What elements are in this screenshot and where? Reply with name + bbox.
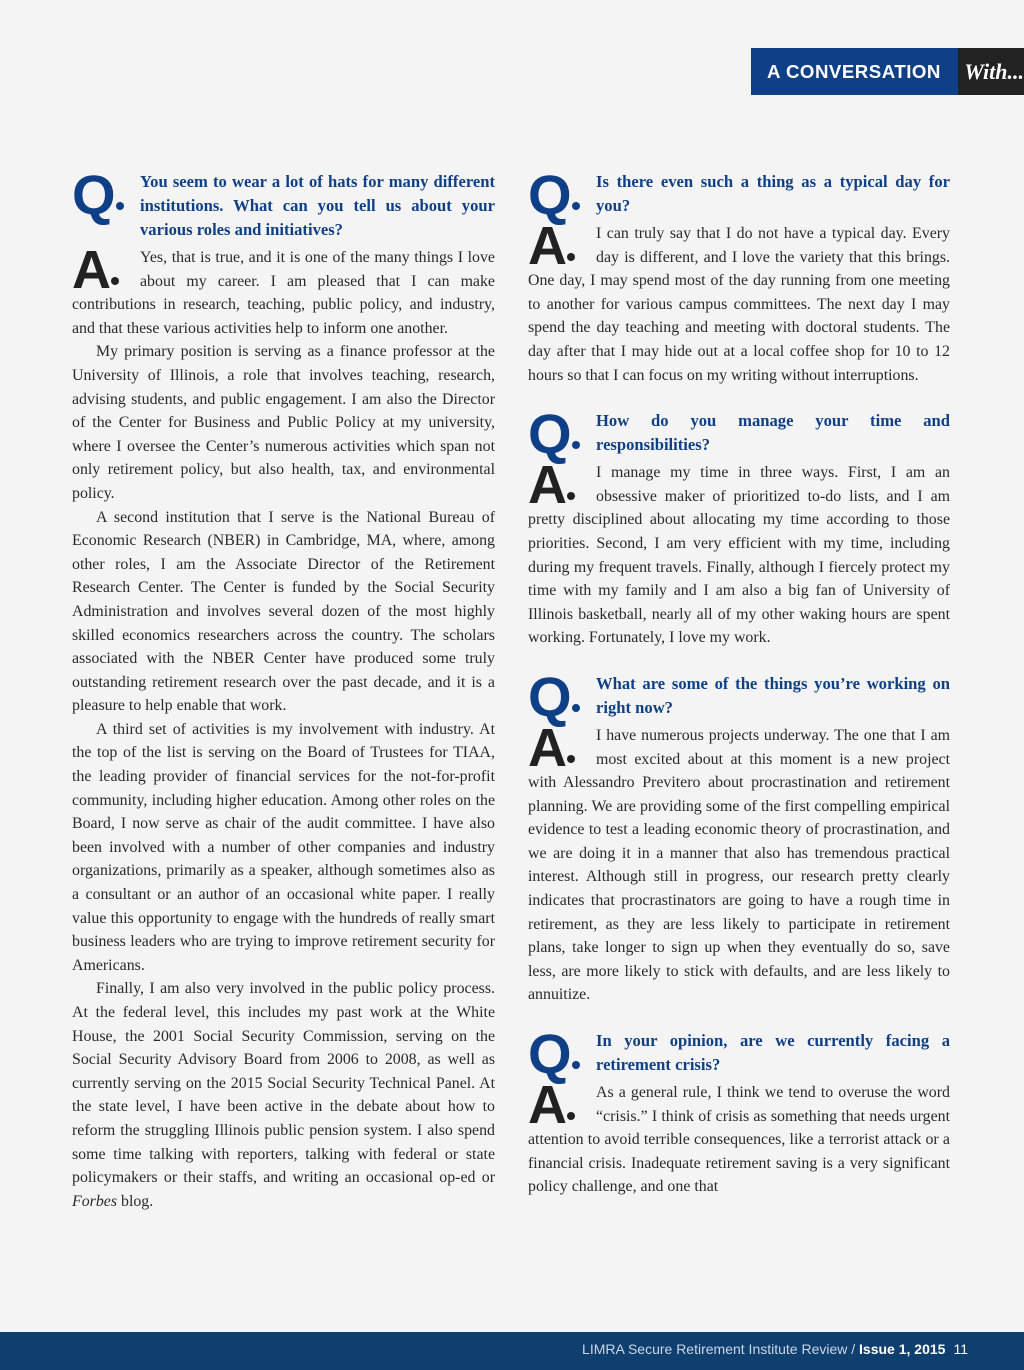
- answer: [72, 240, 495, 1213]
- section-header-tag: [751, 48, 1024, 95]
- q-mark: Q: [528, 674, 596, 720]
- answer: [528, 216, 950, 387]
- qa-block: [528, 672, 950, 1007]
- page-number: 11: [953, 1341, 968, 1357]
- publication-name: Forbes: [72, 1192, 118, 1210]
- answer-paragraph: As a general rule, I think we tend to overuse the word “crisis.” I think of crisis as something that needs urgent attention to avoid terrible consequences, like a terrorist attack or a financial crisis. Inadequate retirement saving is a very significant policy challenge, and one that: [528, 1084, 950, 1196]
- qa-block: [72, 170, 495, 1213]
- a-mark: A: [528, 461, 596, 507]
- answer-paragraph: A second institution that I serve is the National Bureau of Economic Research (NBER) in Cambridge, MA, where, among other roles, I am the Associate Director of the Retirement Research Center. The Center is funded by the Social Security Administration and involves several dozen of the most highly skilled economics researchers across the country. The scholars associated with the NBER Center have produced some truly outstanding retirement research over the past decade, and it is a pleasure to help enable that work.: [72, 508, 495, 715]
- question-text: In your opinion, are we currently facing a retirement crisis?: [596, 1031, 950, 1075]
- answer-paragraph: I can truly say that I do not have a typical day. Every day is different, and I love the variety that this brings. One day, I may spend most of the day running from one meeting to another for various campus committees. The next day I may spend the day teaching and meeting with doctoral students. The day after that I may hide out at a local coffee shop for 10 to 12 hours so that I can focus on my writing without interruptions.: [528, 225, 950, 384]
- q-mark: Q: [528, 411, 596, 457]
- answer-paragraph: Finally, I am also very involved in the public policy process. At the federal level, this includes my past work at the White House, the 2001 Social Security Commission, serving on the Social Security Advisory Board from 2006 to 2008, as well as currently serving on the 2015 Social Security Technical Panel. At the state level, I have been active in the debate about how to reform the struggling Illinois public pension system. I also spend some time talking with reporters, talking with federal or state policymakers or their staffs, and writing an occasional op-ed or Forbes blog.: [72, 980, 495, 1210]
- question-text: How do you manage your time and responsibilities?: [596, 411, 950, 455]
- answer: [528, 455, 950, 650]
- question: [528, 1029, 950, 1086]
- left-column: [72, 170, 495, 1213]
- answer-paragraph: Yes, that is true, and it is one of the many things I love about my career. I am pleased that I can make contributions in research, teaching, public policy, and industry, and that these various activities help to inform one another.: [72, 249, 495, 337]
- section-header-label: A CONVERSATION: [751, 48, 958, 95]
- footer-issue: Issue 1, 2015: [859, 1341, 946, 1357]
- answer-paragraph: I manage my time in three ways. First, I am an obsessive maker of prioritized to-do lists, and I am pretty disciplined about allocating my time according to those priorities. Second, I am very efficient with my time, including during my frequent travels. Finally, although I fiercely protect my time with my family and I am also a big fan of University of Illinois basketball, nearly all of my other waking hours are spent working. Fortunately, I love my work.: [528, 464, 950, 647]
- answer-paragraph: My primary position is serving as a finance professor at the University of Illinois, a role that involves teaching, research, advising students, and public engagement. I am also the Director of the Center for Business and Public Policy at my university, where I oversee the Center’s numerous activities which span not only retirement policy, but also health, tax, and environmental policy.: [72, 343, 495, 502]
- question: [528, 409, 950, 466]
- question: [528, 671, 950, 728]
- question: [72, 170, 495, 242]
- a-mark: A: [528, 724, 596, 770]
- question-text: You seem to wear a lot of hats for many different institutions. What can you tell us about your various roles and initiatives?: [140, 172, 495, 239]
- section-header-italic: With...: [958, 48, 1024, 95]
- qa-block: [528, 409, 950, 650]
- qa-block: [528, 170, 950, 387]
- q-mark: Q: [528, 1031, 596, 1077]
- question-text: What are some of the things you’re working on right now?: [596, 673, 950, 717]
- q-mark: Q: [72, 172, 140, 218]
- answer-paragraph: I have numerous projects underway. The one that I am most excited about at this moment is a new project with Alessandro Previtero about procrastination and retirement planning. We are providing some of the first compelling empirical evidence to test a leading economic theory of procrastination, and we are doing it in a manner that also has tremendous practical interest. Although still in progress, our research pretty clearly indicates that procrastinators are going to have a rough time in retirement, as they are less likely to participate in retirement plans, take longer to sign up when they eventually do so, save less, are more likely to stick with defaults, and are less likely to annuitize.: [528, 726, 950, 1004]
- question-text: Is there even such a thing as a typical day for you?: [596, 172, 950, 215]
- footer-publication: LIMRA Secure Retirement Institute Review /: [582, 1341, 860, 1357]
- answer: [528, 1075, 950, 1199]
- page-footer: [0, 1332, 1024, 1370]
- qa-block: [528, 1029, 950, 1199]
- answer: [528, 717, 950, 1007]
- a-mark: A: [72, 246, 140, 292]
- q-mark: Q: [528, 172, 596, 218]
- answer-paragraph: A third set of activities is my involvement with industry. At the top of the list is serving on the Board of Trustees for TIAA, the leading provider of financial services for the not-for-profit community, including higher education. Among other roles on the Board, I now serve as chair of the audit committee. I have also been involved with a number of other companies and industry organizations, primarily as a speaker, although sometimes also as a consultant or an author of an occasional white paper. I really value this opportunity to engage with the hundreds of really smart business leaders who are trying to improve retirement security for Americans.: [72, 720, 495, 974]
- right-column: [528, 170, 950, 1199]
- a-mark: A: [528, 1081, 596, 1127]
- question: [528, 170, 950, 226]
- a-mark: A: [528, 222, 596, 268]
